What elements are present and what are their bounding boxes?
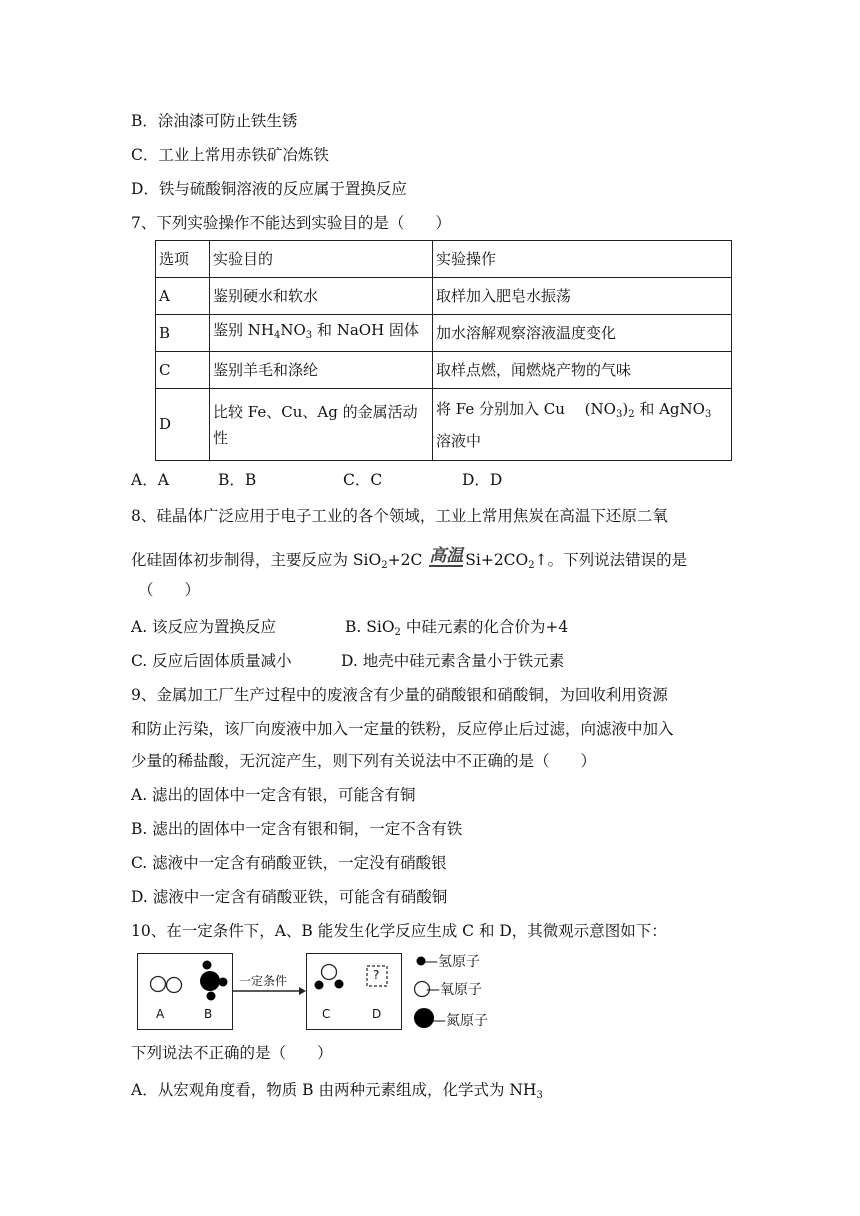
oxygen-atom bbox=[151, 977, 166, 992]
reaction-condition: 高温 bbox=[429, 546, 464, 566]
table-header-goal: 实验目的 bbox=[210, 241, 433, 278]
hydrogen-atom bbox=[219, 978, 228, 987]
q9-line2: 和防止污染，该厂向废液中加入一定量的铁粉，反应停止后过滤，向滤液中加入 bbox=[131, 720, 674, 738]
arrow-label: 一定条件 bbox=[239, 974, 288, 988]
q9-option-a: A. 滤出的固体中一定含有银，可能含有铜 bbox=[131, 786, 416, 804]
q6-option-c: C．工业上常用赤铁矿冶炼铁 bbox=[131, 146, 329, 164]
label-b: B bbox=[204, 1007, 213, 1021]
table-row bbox=[156, 315, 732, 352]
arrow-icon bbox=[231, 986, 307, 996]
unknown-mark: ? bbox=[373, 968, 380, 982]
q7-answer-d: D．D bbox=[462, 471, 503, 489]
q7-stem: 7、下列实验操作不能达到实验目的是（ ） bbox=[131, 214, 451, 232]
label-a: A bbox=[156, 1007, 165, 1021]
table-cell: 比较 Fe、Cu、Ag 的金属活动 性 bbox=[210, 389, 433, 461]
q7-answer-b: B．B bbox=[218, 471, 257, 489]
q8-option-b: B. SiO$_2$ 中硅元素的化合价为+4 bbox=[345, 618, 569, 638]
q7-table bbox=[155, 240, 732, 461]
table-row bbox=[156, 352, 732, 389]
table-cell: 将 Fe 分别加入 Cu $(NO_3)_2$ 和 AgNO$_3$ 溶液中 bbox=[433, 389, 732, 461]
table-cell: D bbox=[156, 389, 210, 461]
label-d: D bbox=[372, 1007, 382, 1021]
hydrogen-atom bbox=[207, 992, 216, 1001]
q6-option-d: D．铁与硫酸铜溶液的反应属于置换反应 bbox=[131, 180, 407, 198]
hydrogen-atom bbox=[315, 981, 324, 990]
reaction-arrow bbox=[231, 972, 307, 1002]
table-row bbox=[156, 241, 732, 278]
nitrogen-atom bbox=[200, 971, 220, 991]
q8-option-c: C. 反应后固体质量减小 bbox=[131, 652, 292, 670]
q9-option-c: C. 滤液中一定含有硝酸亚铁，一定没有硝酸银 bbox=[131, 854, 447, 872]
q9-option-b: B. 滤出的固体中一定含有银和铜，一定不含有铁 bbox=[131, 820, 463, 838]
table-cell: 加水溶解观察溶液温度变化 bbox=[433, 315, 732, 352]
q7-answer-a: A．A bbox=[131, 471, 169, 489]
table-row bbox=[156, 389, 732, 461]
table-cell: C bbox=[156, 352, 210, 389]
q9-line1: 9、金属加工厂生产过程中的废液含有少量的硝酸银和硝酸铜，为回收利用资源 bbox=[131, 686, 668, 704]
reactant-molecules bbox=[138, 954, 232, 1029]
q8-option-d: D. 地壳中硅元素含量小于铁元素 bbox=[341, 652, 565, 670]
q7-answer-c: C．C bbox=[343, 471, 383, 489]
q8-line1: 8、硅晶体广泛应用于电子工业的各个领域，工业上常用焦炭在高温下还原二氧 bbox=[131, 507, 668, 525]
q9-option-d: D. 滤液中一定含有硝酸亚铁，可能含有硝酸铜 bbox=[131, 888, 448, 906]
reactants-box bbox=[137, 953, 233, 1030]
q9-line3: 少量的稀盐酸，无沉淀产生，则下列有关说法中不正确的是（ ） bbox=[131, 752, 597, 770]
table-cell: A bbox=[156, 278, 210, 315]
q8-option-a: A. 该反应为置换反应 bbox=[131, 618, 277, 636]
label-c: C bbox=[322, 1007, 331, 1021]
table-row bbox=[156, 278, 732, 315]
table-cell: 鉴别羊毛和涤纶 bbox=[210, 352, 433, 389]
table-cell: 取样加入肥皂水振荡 bbox=[433, 278, 732, 315]
table-header-operation: 实验操作 bbox=[433, 241, 732, 278]
hydrogen-atom bbox=[335, 980, 344, 989]
q10-stem: 10、在一定条件下，A、B 能发生化学反应生成 C 和 D，其微观示意图如下： bbox=[131, 922, 667, 940]
legend-oxygen: —氧原子 bbox=[426, 982, 482, 998]
q6-option-b: B．涂油漆可防止铁生锈 bbox=[131, 112, 298, 130]
oxygen-atom bbox=[167, 978, 182, 993]
q10-option-a: A．从宏观角度看，物质 B 由两种元素组成，化学式为 $NH_3$ bbox=[131, 1081, 543, 1101]
products-box bbox=[306, 953, 402, 1030]
oxygen-atom bbox=[322, 965, 337, 980]
nitrogen-atom-icon bbox=[414, 1008, 434, 1028]
table-cell: 鉴别 $NH_4NO_3$ 和 NaOH 固体 bbox=[210, 315, 433, 352]
hydrogen-atom bbox=[203, 961, 212, 970]
legend-hydrogen: —氢原子 bbox=[424, 954, 480, 970]
table-cell: B bbox=[156, 315, 210, 352]
table-header-option: 选项 bbox=[156, 241, 210, 278]
q10-prompt: 下列说法不正确的是（ ） bbox=[131, 1044, 333, 1062]
legend-nitrogen: —氮原子 bbox=[432, 1013, 488, 1029]
q8-line2: 化硅固体初步制得，主要反应为 SiO$_2$+2C 高温 $Si+2CO_2↑$。下列说法错误的是 bbox=[131, 546, 688, 571]
q8-line3: （ ） bbox=[138, 581, 201, 599]
table-cell: 鉴别硬水和软水 bbox=[210, 278, 433, 315]
table-cell: 取样点燃，闻燃烧产物的气味 bbox=[433, 352, 732, 389]
